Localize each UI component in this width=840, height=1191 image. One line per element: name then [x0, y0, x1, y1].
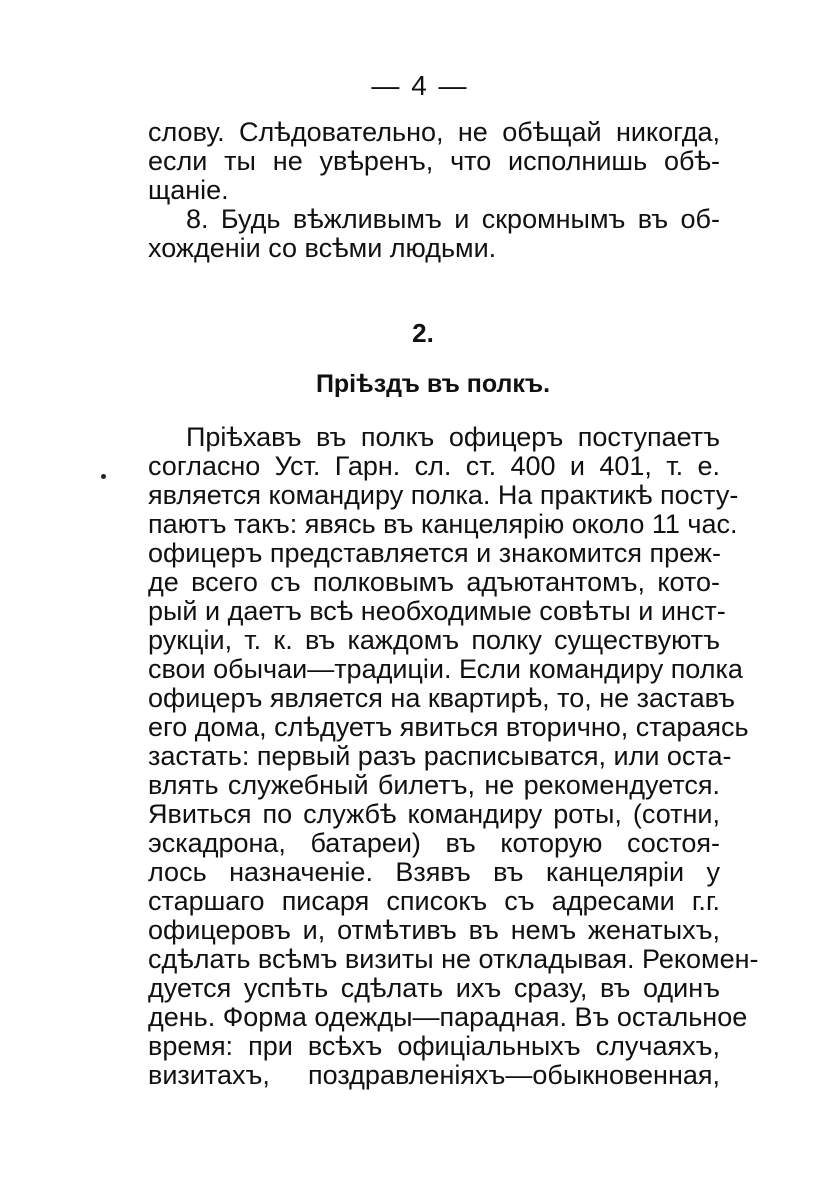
intro-paragraphs: [148, 118, 720, 263]
body-paragraph: [148, 422, 759, 1090]
page-number: — 4 —: [371, 70, 469, 101]
text-line: застать: первый разъ расписыватся, или оста-: [148, 741, 732, 771]
section-title: Пріѣздъ въ полкъ.: [315, 370, 551, 398]
text-line: паютъ такъ: явясь въ канцелярію около 11 час.: [148, 509, 738, 539]
text-line: де всего съ полковымъ адъютантомъ, кото-: [148, 567, 720, 597]
text-line: хожденіи со всѣми людьми.: [148, 233, 497, 263]
text-line: свои обычаи—традиціи. Если командиру полка: [148, 654, 743, 684]
text-line: щаніе.: [148, 175, 229, 205]
text-line: эскадрона, батареи) въ которую состоя-: [148, 828, 720, 858]
text-line: согласно Уст. Гарн. сл. ст. 400 и 401, т. е.: [148, 451, 720, 481]
text-line: дуется успѣть сдѣлать ихъ сразу, въ одинъ: [148, 973, 720, 1003]
print-speck: [101, 474, 106, 479]
text-line: лось назначеніе. Взявъ въ канцеляріи у: [148, 857, 720, 887]
text-line: Пріѣхавъ въ полкъ офицеръ поступаетъ: [186, 422, 720, 452]
text-line: его дома, слѣдуетъ явиться вторично, стараясь: [148, 712, 749, 742]
text-line: старшаго писаря списокъ съ адресами г.г.: [148, 886, 720, 916]
text-line: день. Форма одежды—парадная. Въ остальное: [148, 1002, 748, 1032]
text-line: рукціи, т. к. въ каждомъ полку существуютъ: [148, 625, 720, 655]
text-line: если ты не увѣренъ, что исполнишь обѣ-: [148, 146, 720, 176]
text-line: офицеръ представляется и знакомится преж-: [148, 538, 721, 568]
text-line: сдѣлать всѣмъ визиты не откладывая. Рекомен-: [148, 944, 759, 974]
text-line: слову. Слѣдовательно, не обѣщай никогда,: [148, 117, 720, 147]
text-line: рый и даетъ всѣ необходимые совѣты и инст-: [148, 596, 726, 626]
text-line: 8. Будь вѣжливымъ и скромнымъ въ об-: [186, 204, 720, 234]
text-line: офицеровъ и, отмѣтивъ въ немъ женатыхъ,: [148, 915, 720, 945]
text-line: офицеръ является на квартирѣ, то, не заставъ: [148, 683, 735, 713]
text-line: Явиться по службѣ командиру роты, (сотни,: [148, 799, 720, 829]
section-number: 2.: [412, 318, 434, 348]
text-line: влять служебный билетъ, не рекомендуется.: [148, 770, 720, 800]
text-line: является командиру полка. На практикѣ посту-: [148, 480, 739, 510]
text-line: время: при всѣхъ офиціальныхъ случаяхъ,: [148, 1031, 720, 1061]
text-line: визитахъ, поздравленіяхъ—обыкновенная,: [148, 1060, 720, 1090]
